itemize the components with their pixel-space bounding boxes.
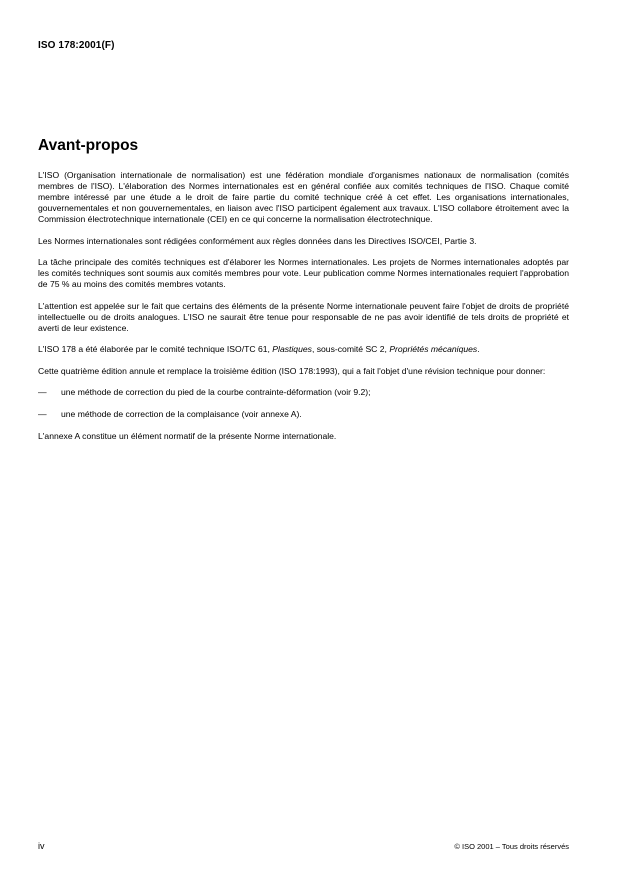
- dash-marker: —: [38, 409, 47, 419]
- section-title: Avant-propos: [38, 137, 139, 154]
- prepared-by-text-3: .: [477, 344, 480, 354]
- prepared-by-text-1: L'ISO 178 a été élaborée par le comité technique ISO/TC 61,: [38, 344, 273, 354]
- prepared-by-text-2: , sous-comité SC 2,: [311, 344, 390, 354]
- document-id: ISO 178:2001(F): [38, 40, 115, 51]
- dash-marker: —: [38, 387, 47, 397]
- paragraph-iso-organisation: L'ISO (Organisation internationale de normalisation) est une fédération mondiale d'organismes nationaux de normalisation (comités membres de l'ISO). L'élaboration des Normes internationales est en général confiée aux comités techniques de l'ISO. Chaque comité membre intéressé par une étude a le droit de faire partie du comité technique créé à cet effet. Les organisations internationales, gouvernementales et non gouvernementales, en liaison avec l'ISO participent également aux travaux. L'ISO collabore étroitement avec la Commission électrotechnique internationale (CEI) en ce qui concerne la normalisation électrotechnique.: [38, 170, 569, 224]
- prepared-by-subcommittee-name: Propriétés mécaniques: [389, 344, 478, 354]
- page-number: iv: [38, 841, 45, 851]
- paragraph-directives: Les Normes internationales sont rédigées conformément aux règles données dans les Directives ISO/CEI, Partie 3.: [38, 235, 477, 246]
- copyright-notice: © ISO 2001 – Tous droits réservés: [454, 842, 569, 851]
- paragraph-technical-committees: La tâche principale des comités techniques est d'élaborer les Normes internationales. Les projets de Normes internationales adoptés par les comités techniques sont soumis aux comités membres pour vote. Leur publication comme Normes internationales requiert l'approbation de 75 % au moins des comités membres votants.: [38, 257, 569, 289]
- prepared-by-committee-name: Plastiques: [272, 344, 312, 354]
- foreword-body: [38, 170, 569, 453]
- paragraph-annex: L'annexe A constitue un élément normatif de la présente Norme internationale.: [38, 431, 337, 441]
- list-item-text: une méthode de correction de la complaisance (voir annexe A).: [61, 409, 302, 419]
- list-item: [38, 387, 569, 398]
- paragraph-patent-rights: L'attention est appelée sur le fait que certains des éléments de la présente Norme internationale peuvent faire l'objet de droits de propriété intellectuelle ou de droits analogues. L'ISO ne saurait être tenue pour responsable de ne pas avoir identifié de tels droits de propriété et averti de leur existence.: [38, 300, 569, 333]
- list-item-text: une méthode de correction du pied de la courbe contrainte-déformation (voir 9.2);: [61, 387, 371, 397]
- paragraph-prepared-by: [38, 344, 569, 355]
- paragraph-edition: Cette quatrième édition annule et remplace la troisième édition (ISO 178:1993), qui a fait l'objet d'une révision technique pour donner:: [38, 365, 546, 376]
- list-item: [38, 409, 569, 420]
